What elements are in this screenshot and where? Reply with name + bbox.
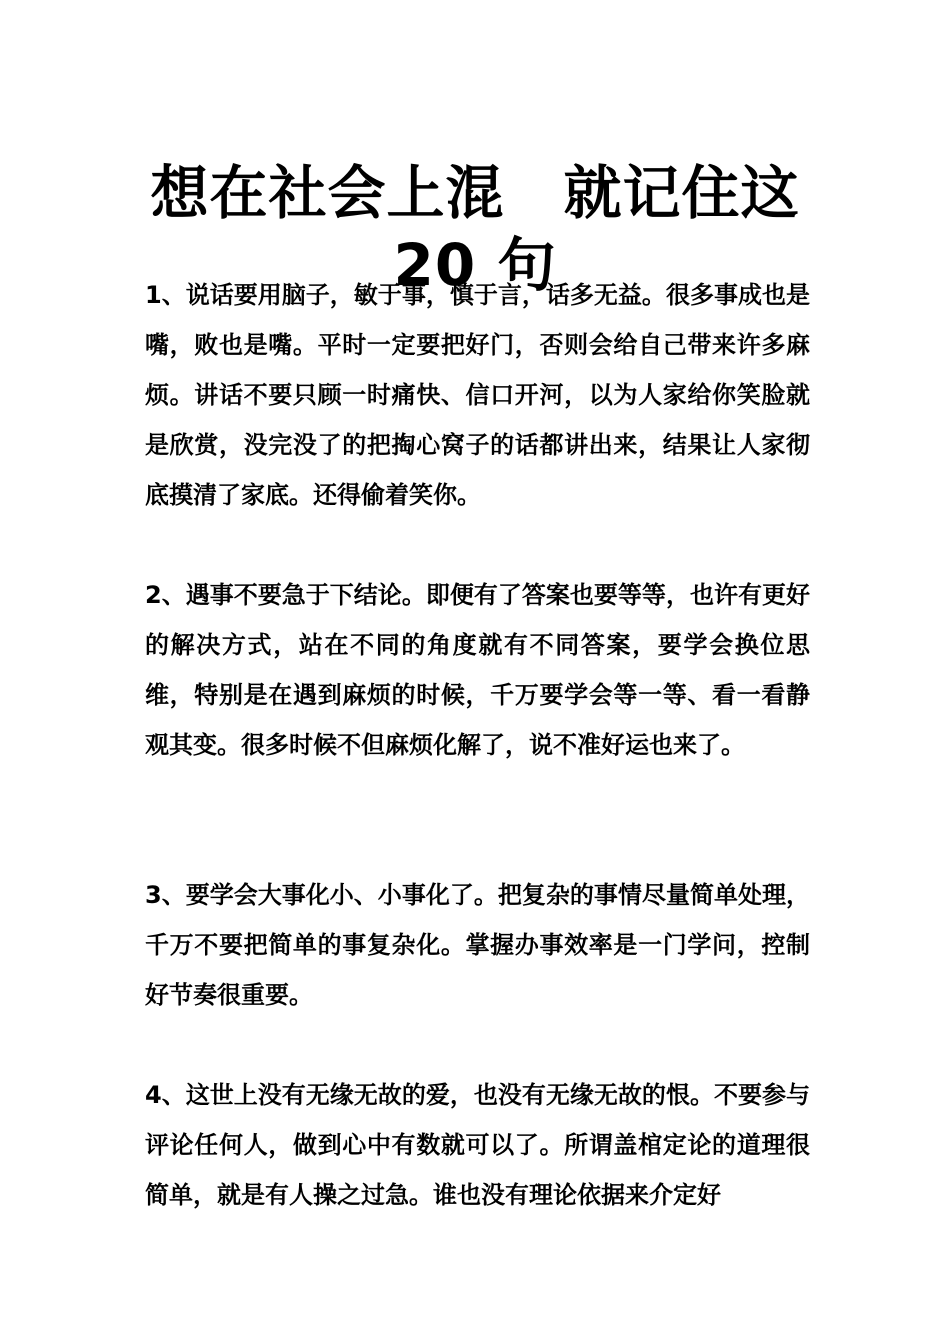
paragraph-1: 1、说话要用脑子，敏于事，慎于言，话多无益。很多事成也是嘴，败也是嘴。平时一定要把好门，否则会给自己带来许多麻烦。讲话不要只顾一时痛快、信口开河，以为人家给你笑脸就是欣赏，没完没了的把掏心窝子的话都讲出来，结果让人家彻底摸清了家底。还得偷着笑你。 (145, 281, 810, 509)
document-body (145, 270, 810, 1220)
paragraph-4: 4、这世上没有无缘无故的爱，也没有无缘无故的恨。不要参与评论任何人，做到心中有数就可以了。所谓盖棺定论的道理很简单，就是有人操之过急。谁也没有理论依据来介定好 (145, 1081, 810, 1209)
paragraph-spacer (145, 520, 810, 570)
paragraph-spacer (145, 770, 810, 870)
paragraph-spacer (145, 1020, 810, 1070)
title-line-1: 想在社会上混 就记住这 (150, 158, 800, 227)
paragraph-3: 3、要学会大事化小、小事化了。把复杂的事情尽量简单处理，千万不要把简单的事复杂化。掌握办事效率是一门学问，控制好节奏很重要。 (145, 881, 810, 1009)
title-line-2: 20 句 (393, 230, 557, 299)
paragraph-2: 2、遇事不要急于下结论。即便有了答案也要等等，也许有更好的解决方式，站在不同的角度就有不同答案，要学会换位思维，特别是在遇到麻烦的时候，千万要学会等一等、看一看静观其变。很多时候不但麻烦化解了，说不准好运也来了。 (145, 581, 810, 759)
